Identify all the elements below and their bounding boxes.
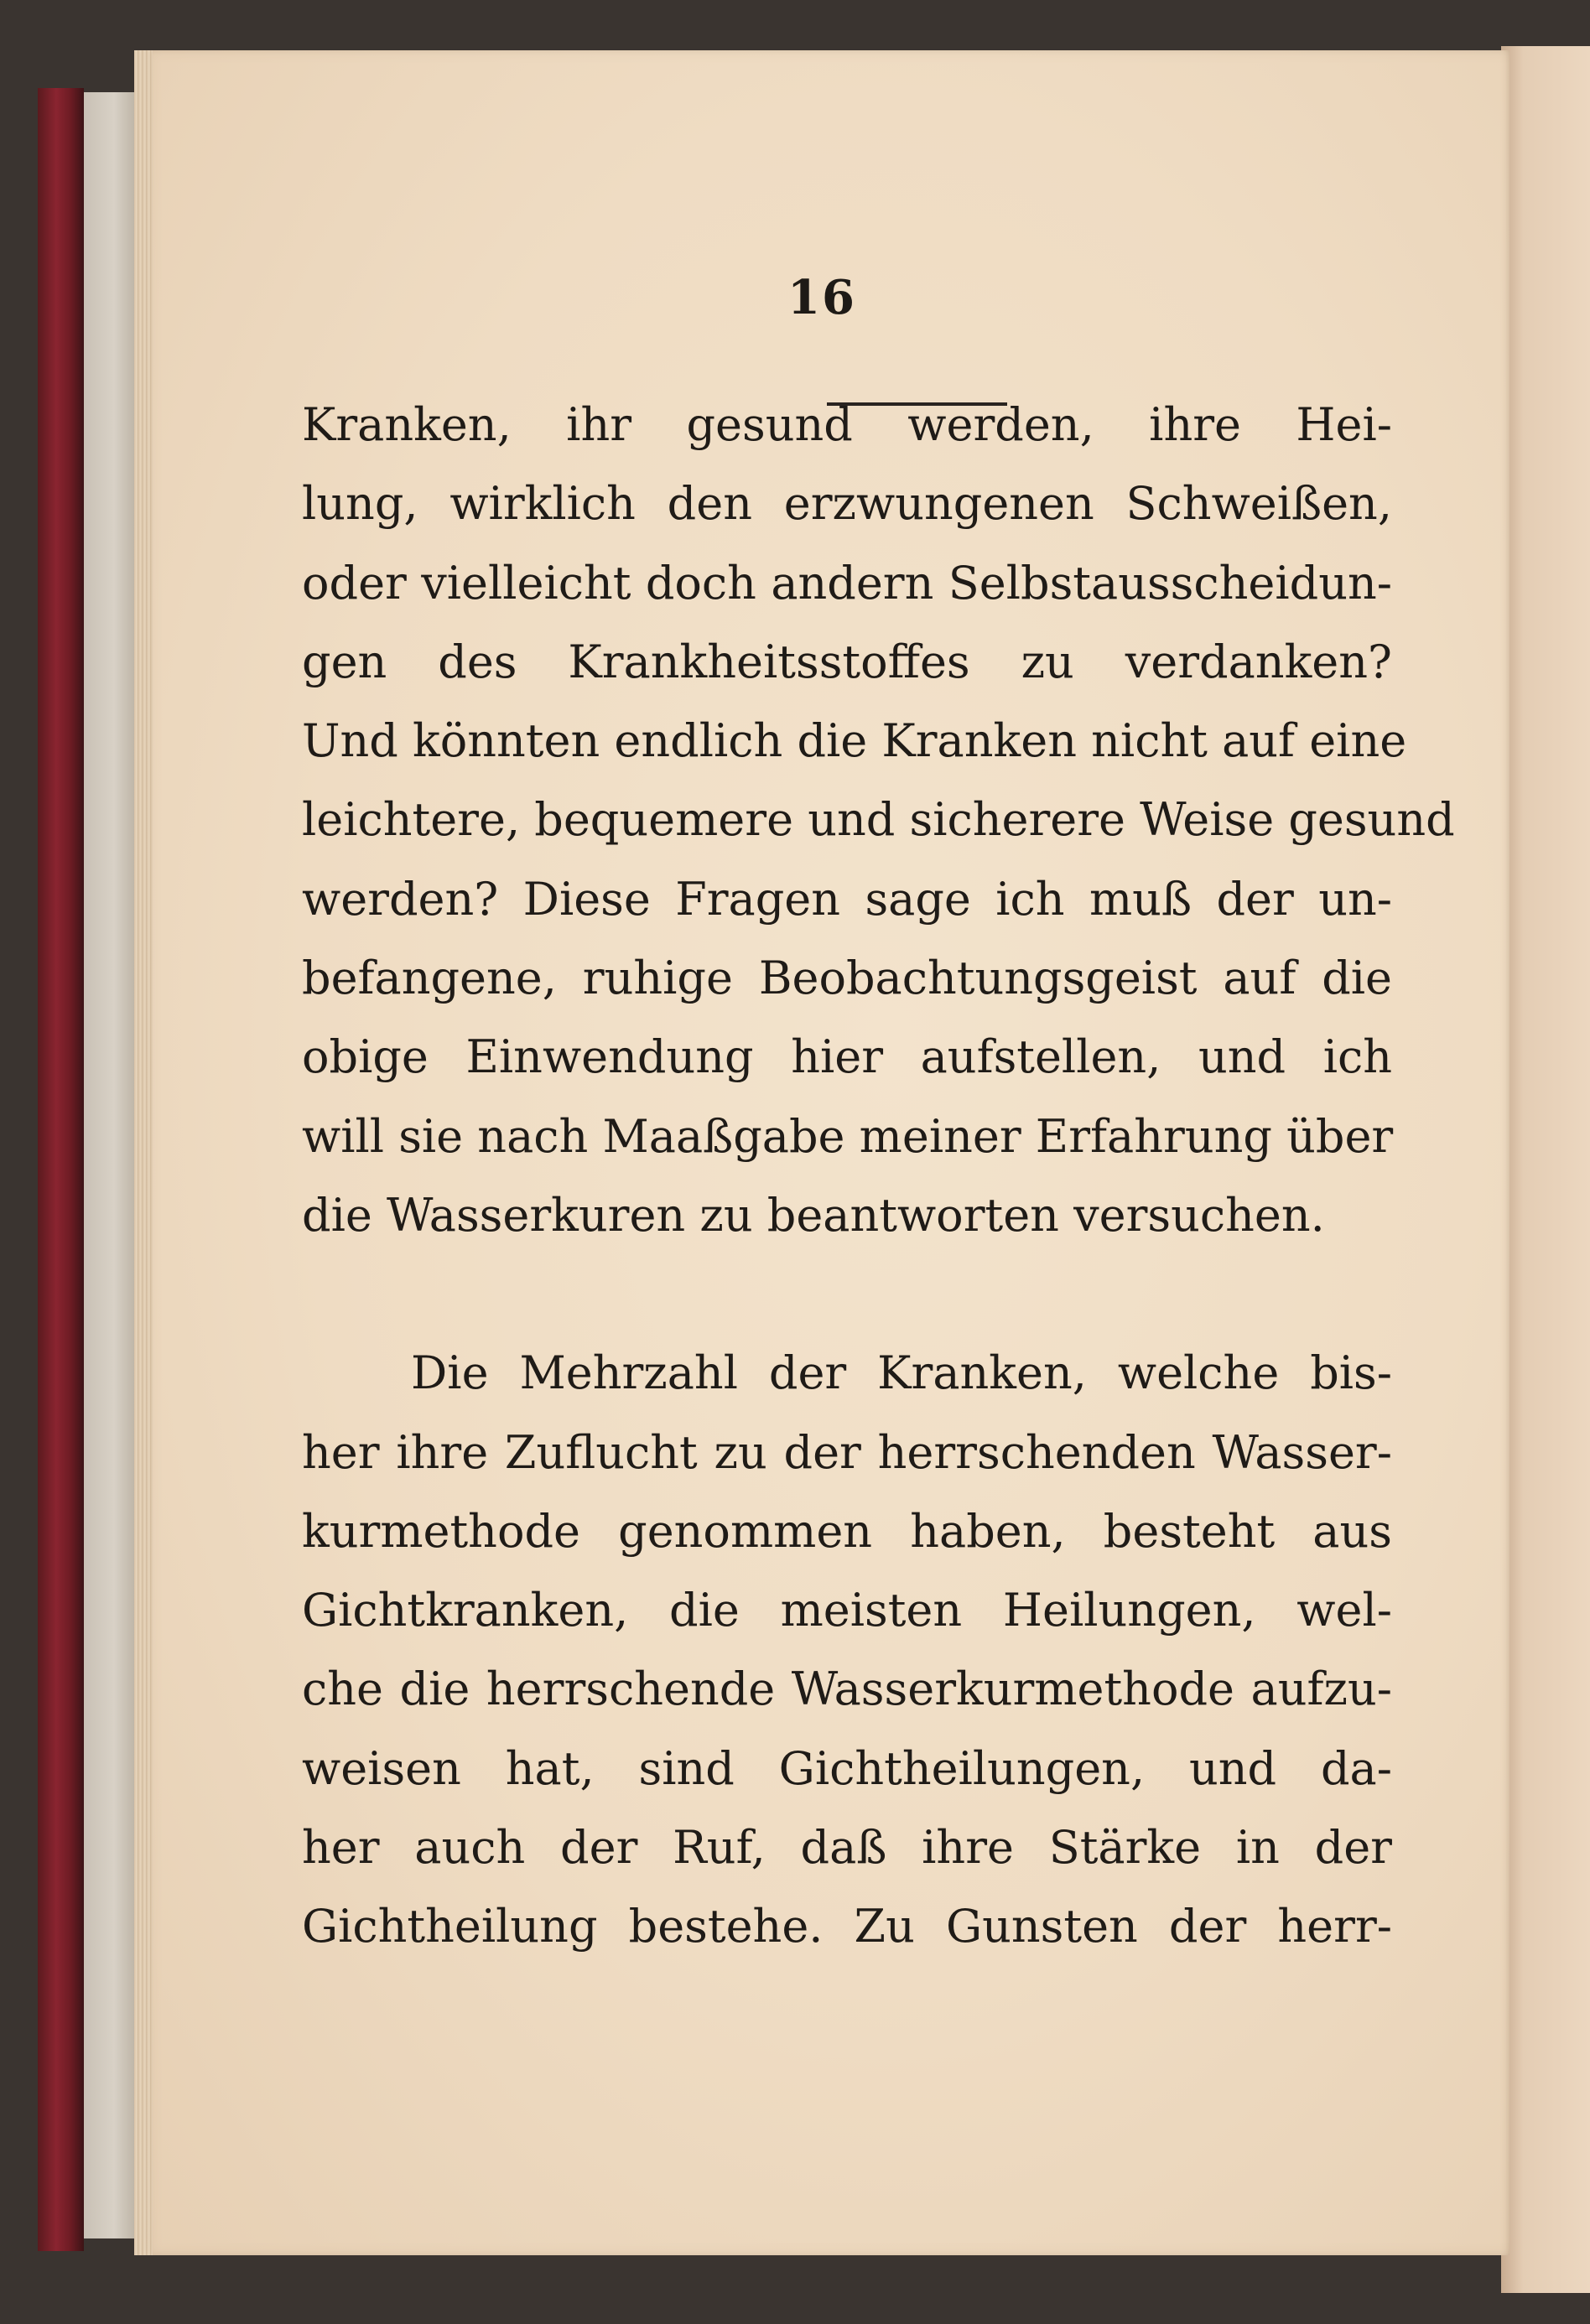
text-line: obige Einwendung hier aufstellen, und ich [302, 1030, 1392, 1084]
text-line: weisen hat, sind Gichtheilungen, und da- [302, 1741, 1392, 1795]
page-text [302, 386, 1455, 1967]
page-stack-edges [134, 50, 153, 2255]
text-line: oder vielleicht doch andern Selbstausscheidun- [302, 556, 1392, 610]
text-line: gen des Krankheitsstoffes zu verdanken? [302, 635, 1392, 688]
paragraph-start-line: Die Mehrzahl der Kranken, welche bis- [411, 1346, 1392, 1400]
text-line: befangene, ruhige Beobachtungsgeist auf die [302, 952, 1392, 1005]
text-line: Und könnten endlich die Kranken nicht auf eine [302, 714, 1407, 768]
paragraph-end-line: die Wasserkuren zu beantworten versuchen. [302, 1188, 1325, 1242]
flyleaf-edge [84, 92, 134, 2238]
text-line: Gichtheilung bestehe. Zu Gunsten der herr- [302, 1900, 1392, 1953]
text-line: Gichtkranken, die meisten Heilungen, wel- [302, 1584, 1392, 1637]
text-line: che die herrschende Wasserkurmethode aufzu- [302, 1663, 1392, 1716]
text-line: will sie nach Maaßgabe meiner Erfahrung über [302, 1109, 1394, 1163]
text-line: werden? Diese Fragen sage ich muß der un- [302, 872, 1392, 926]
text-line: lung, wirklich den erzwungenen Schweißen, [302, 477, 1392, 531]
text-line: her ihre Zuflucht zu der herrschenden Wasser- [302, 1425, 1392, 1479]
text-line: her auch der Ruf, daß ihre Stärke in der [302, 1821, 1392, 1875]
facing-page-edge [1501, 46, 1590, 2293]
text-line: Kranken, ihr gesund werden, ihre Hei- [302, 398, 1392, 451]
text-line: kurmethode genommen haben, besteht aus [302, 1504, 1392, 1558]
text-line: leichtere, bequemere und sicherere Weise gesund [302, 793, 1455, 847]
paragraph-gap [302, 1255, 1392, 1334]
book-binding [38, 88, 84, 2251]
page-number: 16 [787, 270, 856, 325]
